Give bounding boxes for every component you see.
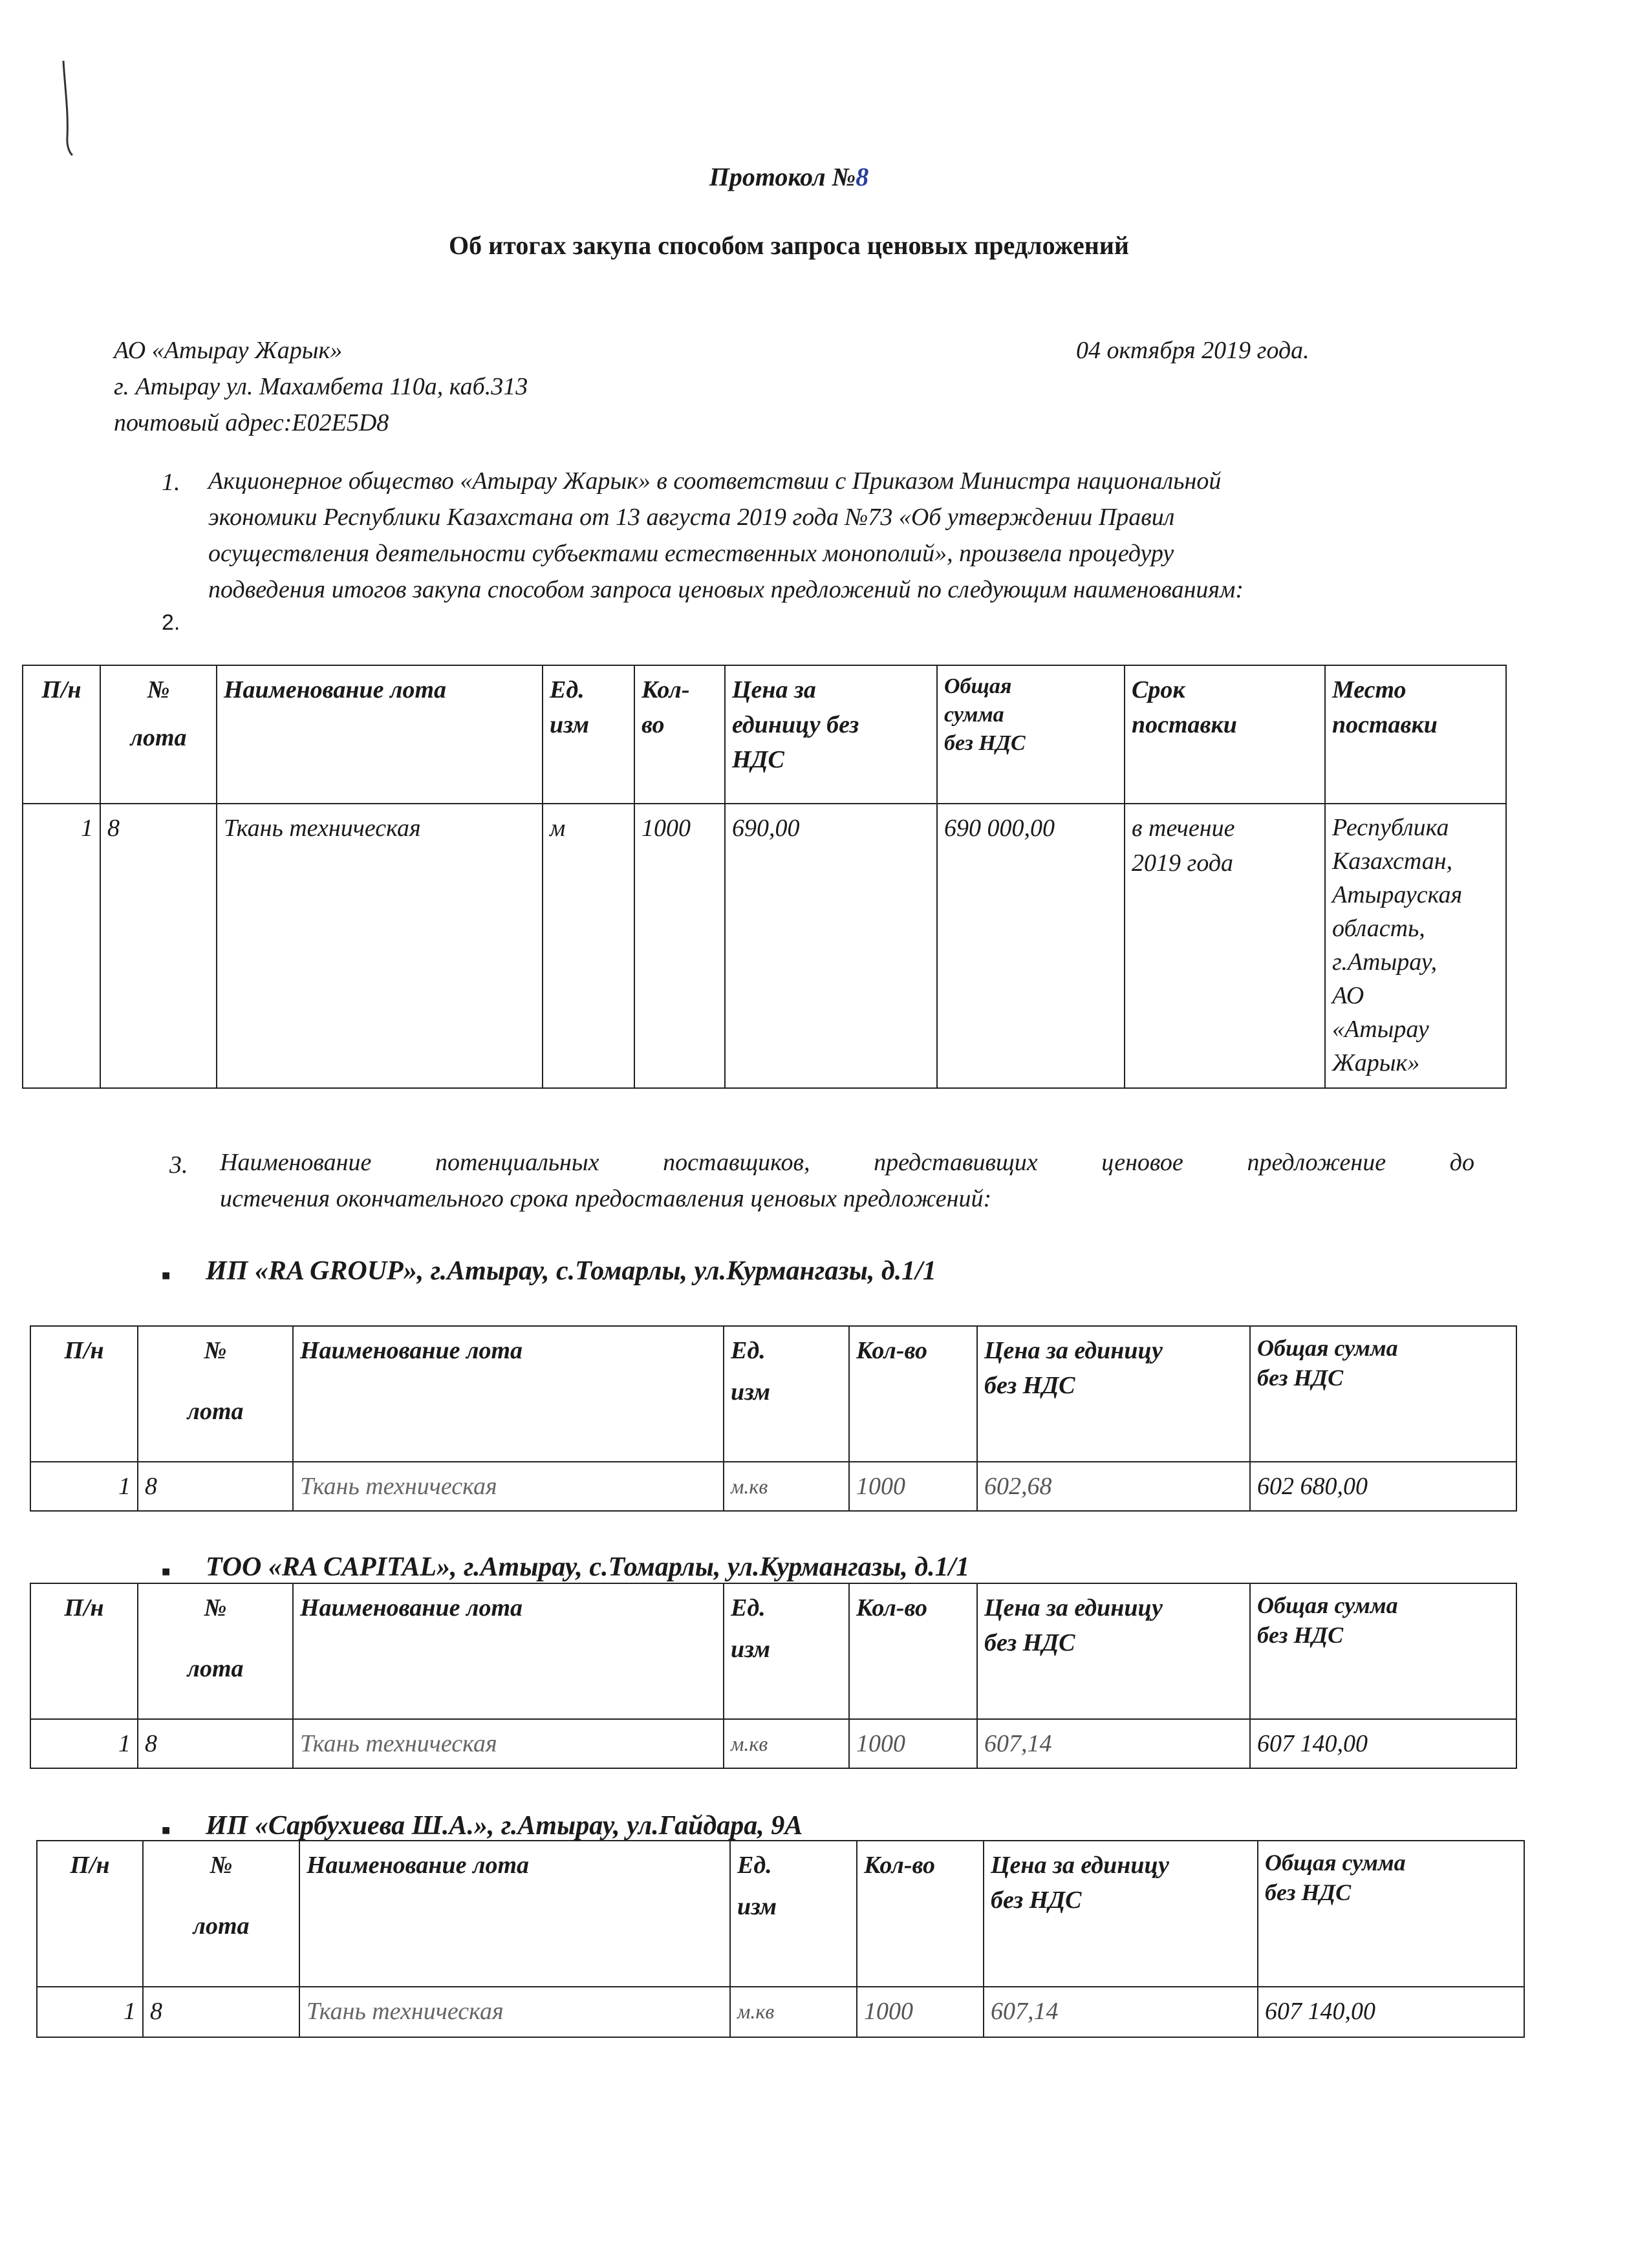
supplier-table-header [30, 1326, 1516, 1462]
header-line: Ед. [731, 1337, 766, 1364]
header-total [1250, 1326, 1516, 1462]
header-line: Цена за [732, 676, 816, 703]
paragraph-line: подведения итогов закупа способом запроса ценовых предложений по следующим наименованиям: [208, 576, 1244, 603]
cell-lot-number: 8 [143, 1987, 299, 2037]
cell-lot-name: Ткань техническая [293, 1719, 724, 1768]
square-bullet-icon: ■ [162, 1267, 171, 1283]
header-line: без НДС [1257, 1622, 1344, 1648]
cell-pn: 1 [30, 1462, 138, 1511]
header-line: лота [187, 1398, 244, 1425]
cell-line: Атырауская [1332, 881, 1463, 908]
header-line: лота [193, 1912, 250, 1940]
cell-unit-price: 607,14 [984, 1987, 1258, 2037]
lot-table [22, 665, 1507, 1089]
lot-table-row [23, 804, 1506, 1088]
cell-unit-price: 607,14 [977, 1719, 1250, 1768]
supplier-table [30, 1325, 1517, 1512]
header-line: Цена за единицу [984, 1594, 1163, 1621]
header-pn: П/н [37, 1841, 143, 1987]
cell-line: Жарык» [1332, 1049, 1420, 1076]
item-number-3: 3. [169, 1151, 188, 1179]
header-line: изм [731, 1378, 771, 1406]
cell-quantity: 1000 [849, 1719, 977, 1768]
header-line: без НДС [1257, 1365, 1344, 1391]
header-line: Ед. [737, 1852, 772, 1879]
paragraph-line: Наименование потенциальных поставщиков, представивщих ценовое предложение до [220, 1149, 1474, 1176]
header-line: Ед. [731, 1594, 766, 1621]
header-line: поставки [1132, 711, 1237, 738]
cell-quantity: 1000 [849, 1462, 977, 1511]
cell-lot-number: 8 [100, 804, 217, 1088]
header-line: Цена за единицу [991, 1852, 1169, 1879]
supplier-table-row [30, 1462, 1516, 1511]
header-line: Кол- [641, 676, 690, 703]
cell-unit: м [543, 804, 634, 1088]
company-address: г. Атырау ул. Махамбета 110а, каб.313 [114, 373, 528, 400]
header-delivery-place [1325, 665, 1506, 804]
company-name: АО «Атырау Жарык» [114, 337, 343, 364]
lot-table-header [23, 665, 1506, 804]
paragraph-line: истечения окончательного срока предоставления ценовых предложений: [220, 1185, 992, 1212]
square-bullet-icon: ■ [162, 1563, 171, 1579]
cell-total: 690 000,00 [937, 804, 1125, 1088]
header-unit [543, 665, 634, 804]
header-delivery-term [1125, 665, 1325, 804]
header-line: № [147, 676, 170, 703]
header-pn: П/н [23, 665, 100, 804]
paragraph-line: осуществления деятельности субъектами естественных монополий», произвела процедуру [208, 540, 1174, 567]
header-unit [724, 1583, 849, 1719]
item-number-1: 1. [162, 469, 180, 496]
cell-pn: 1 [23, 804, 100, 1088]
item-paragraph-1 [208, 463, 1244, 608]
header-line: Срок [1132, 676, 1185, 703]
header-line: лота [130, 724, 187, 751]
header-lot-number [138, 1326, 293, 1462]
header-quantity: Кол-во [849, 1583, 977, 1719]
header-line: без НДС [944, 731, 1026, 755]
header-line: сумма [944, 703, 1004, 727]
paragraph-line: Акционерное общество «Атырау Жарык» в соответствии с Приказом Министра национальной [208, 467, 1222, 495]
supplier-table [30, 1583, 1517, 1769]
supplier-table-row [30, 1719, 1516, 1768]
cell-line: 2019 года [1132, 850, 1234, 877]
cell-line: г.Атырау, [1332, 948, 1438, 976]
document-date: 04 октября 2019 года. [1076, 337, 1310, 364]
header-pn: П/н [30, 1583, 138, 1719]
header-line: без НДС [984, 1372, 1075, 1399]
supplier-table-header [30, 1583, 1516, 1719]
protocol-title [0, 162, 1578, 192]
supplier-name: ТОО «RA CAPITAL», г.Атырау, с.Томарлы, ул.Курмангазы, д.1/1 [206, 1552, 970, 1582]
protocol-number: 8 [856, 162, 869, 191]
header-line: поставки [1332, 711, 1438, 738]
header-line: Место [1332, 676, 1406, 703]
header-lot-name: Наименование лота [217, 665, 543, 804]
header-unit [724, 1326, 849, 1462]
header-lot-name: Наименование лота [299, 1841, 730, 1987]
header-total [937, 665, 1125, 804]
document-subtitle: Об итогах закупа способом запроса ценовых предложений [449, 231, 1129, 260]
header-pn: П/н [30, 1326, 138, 1462]
header-unit-price [977, 1326, 1250, 1462]
square-bullet-icon: ■ [162, 1822, 171, 1838]
header-line: Цена за единицу [984, 1337, 1163, 1364]
cell-pn: 1 [37, 1987, 143, 2037]
supplier-name: ИП «RA GROUP», г.Атырау, с.Томарлы, ул.Курмангазы, д.1/1 [206, 1256, 936, 1286]
header-lot-number [143, 1841, 299, 1987]
cell-line: АО [1332, 982, 1364, 1009]
header-line: № [210, 1852, 233, 1879]
item-number-2: 2. [162, 610, 180, 635]
header-line: Общая сумма [1257, 1592, 1398, 1618]
cell-line: в течение [1132, 815, 1235, 842]
cell-total: 602 680,00 [1250, 1462, 1516, 1511]
header-line: № [204, 1337, 227, 1364]
cell-lot-number: 8 [138, 1462, 293, 1511]
cell-unit: м.кв [724, 1719, 849, 1768]
cell-line: «Атырау [1332, 1016, 1429, 1043]
header-unit-price [725, 665, 937, 804]
header-lot-name: Наименование лота [293, 1583, 724, 1719]
cell-lot-name: Ткань техническая [293, 1462, 724, 1511]
item-paragraph-3 [220, 1144, 1474, 1217]
header-quantity: Кол-во [849, 1326, 977, 1462]
cell-unit: м.кв [724, 1462, 849, 1511]
cell-total: 607 140,00 [1250, 1719, 1516, 1768]
cell-lot-name: Ткань техническая [299, 1987, 730, 2037]
header-line: Общая [944, 674, 1012, 698]
cell-line: Республика [1332, 814, 1449, 841]
cell-total: 607 140,00 [1258, 1987, 1524, 2037]
header-lot-number [138, 1583, 293, 1719]
cell-unit: м.кв [730, 1987, 857, 2037]
header-line: изм [731, 1636, 771, 1663]
header-line: Общая сумма [1265, 1850, 1406, 1876]
header-line: № [204, 1594, 227, 1621]
header-unit-price [984, 1841, 1258, 1987]
header-line: изм [737, 1893, 777, 1920]
header-line: без НДС [991, 1887, 1082, 1914]
cell-line: Казахстан, [1332, 848, 1453, 875]
header-line: НДС [732, 746, 784, 773]
cell-delivery-place [1325, 804, 1506, 1088]
header-total [1258, 1841, 1524, 1987]
protocol-label: Протокол № [709, 162, 856, 191]
supplier-table-row [37, 1987, 1524, 2037]
header-total [1250, 1583, 1516, 1719]
header-line: лота [187, 1655, 244, 1682]
header-line: без НДС [984, 1629, 1075, 1656]
cell-line: область, [1332, 915, 1425, 942]
header-quantity: Кол-во [857, 1841, 984, 1987]
cell-quantity: 1000 [857, 1987, 984, 2037]
header-unit [730, 1841, 857, 1987]
supplier-table-header [37, 1841, 1524, 1987]
cell-pn: 1 [30, 1719, 138, 1768]
cell-unit-price: 690,00 [725, 804, 937, 1088]
header-lot-name: Наименование лота [293, 1326, 724, 1462]
cell-lot-number: 8 [138, 1719, 293, 1768]
cell-lot-name: Ткань техническая [217, 804, 543, 1088]
header-line: единицу без [732, 711, 859, 738]
header-line: изм [550, 711, 590, 738]
header-quantity [634, 665, 725, 804]
postal-address: почтовый адрес:Е02Е5D8 [114, 409, 389, 436]
cell-quantity: 1000 [634, 804, 725, 1088]
company-block [114, 332, 528, 441]
cell-delivery-term [1125, 804, 1325, 1088]
header-line: без НДС [1265, 1879, 1352, 1905]
cell-unit-price: 602,68 [977, 1462, 1250, 1511]
header-lot-number [100, 665, 217, 804]
margin-pen-mark [59, 59, 76, 156]
header-line: во [641, 711, 665, 738]
supplier-table [36, 1840, 1525, 2038]
header-unit-price [977, 1583, 1250, 1719]
paragraph-line: экономики Республики Казахстана от 13 августа 2019 года №73 «Об утверждении Правил [208, 504, 1175, 531]
header-line: Ед. [550, 676, 585, 703]
header-line: Общая сумма [1257, 1335, 1398, 1361]
supplier-name: ИП «Сарбухиева Ш.А.», г.Атырау, ул.Гайдара, 9А [206, 1811, 803, 1841]
